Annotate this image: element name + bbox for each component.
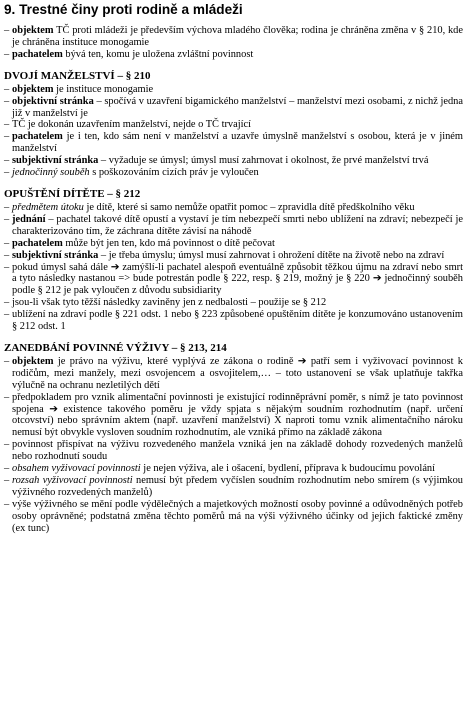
section-list [4,84,463,179]
term: pachatelem [12,237,63,249]
item-text: předpokladem pro vznik alimentační povinnosti je existující rodinněprávní poměr, s nímž je tato povinnost spojena ➔ existence takového poměru je vždy spjata s nějakým soudním rozhodnutím (např. určení otcovství) nebo správním aktem (např. uzavření manželství) X naproti tomu vznik alimentačního nároku nemusí být obvykle vysloven soudním rozhodnutím, ale vzniká přímo na základě zákona [12,391,463,439]
item-text: povinnost přispívat na výživu rozvedeného manžela vzniká jen na základě dohody rozvedených manželů nebo rozhodnutí soudu [12,439,463,463]
list-item [4,49,463,61]
item-text: výše výživného se mění podle výdělečných a majetkových možností osoby povinné a odůvodněných potřeb osoby oprávněné; podstatná změna těchto poměrů má na výši výživného účinky od jejich faktické změny (ex tunc) [12,498,463,534]
list-item [4,202,463,214]
term: objektem [12,83,54,95]
item-text: nemusí být předem vyčíslen soudním rozhodnutím nebo smírem (s výjimkou výživného rozvedených manželů) [12,475,463,498]
list-item [4,119,463,131]
list-item [4,309,463,333]
term: jednočinný souběh [12,167,90,179]
term: subjektivní stránka [12,155,99,167]
term: subjektivní stránka [12,249,99,261]
list-item [4,499,463,535]
item-text: je i ten, kdo sám není v manželství a uzavře úmyslně manželství s osobou, která je v jiném manželství [12,131,463,155]
term: objektem [12,355,54,367]
term: předmětem útoku [12,201,84,213]
term: pachatelem [12,131,63,143]
item-text: je instituce monogamie [53,83,154,95]
list-item [4,356,463,392]
item-text: TČ je dokonán uzavřením manželství, nejde o TČ trvající [12,119,252,131]
term: objektem [12,25,54,36]
list-item [4,238,463,250]
item-text: – pachatel takové dítě opustí a vystaví je tím nebezpečí smrti nebo ublížení na zdraví; nebezpečí je charakterizováno tím, že záchrana dítěte závisí na náhodě [12,213,463,237]
item-text: – je třeba úmyslu; úmysl musí zahrnovat i ohrožení dítěte na životě nebo na zdraví [98,249,445,261]
term: pachatelem [12,48,63,60]
section-heading: DVOJÍ MANŽELSTVÍ – § 210 [4,69,151,82]
list-item [4,297,463,309]
term: objektivní stránka [12,95,94,107]
section-list [4,356,463,535]
item-text: jsou-li však tyto těžší následky zaviněny jen z nedbalosti – použije se § 212 [12,297,327,309]
item-text: bývá ten, komu je uložena zvláštní povinnost [62,48,254,60]
list-item [4,439,463,463]
list-item [4,475,463,499]
item-text: s poškozováním cizích práv je vyloučen [89,167,259,179]
item-text: ublížení na zdraví podle § 221 odst. 1 nebo § 223 způsobené opuštěním dítěte je konzumováno ustanovením § 212 odst. 1 [12,309,463,333]
section-list [4,202,463,333]
item-text: je nejen výživa, ale i ošacení, bydlení, příprava k budoucímu povolání [140,463,436,475]
item-text: – vyžaduje se úmysl; úmysl musí zahrnovat i okolnost, že prvé manželství trvá [98,155,429,167]
term: obsahem vyživovací povinnosti [12,463,141,475]
page-title: 9. Trestné činy proti rodině a mládeži [4,2,243,17]
intro-list [4,25,463,61]
item-text: pokud úmysl sahá dále ➔ zamýšlí-li pachatel alespoň eventuálně způsobit těžkou újmu na zdraví nebo smrt a tyto následky nastanou => bude potrestán podle § 222, resp. § 219, možný je § 220 ➔ jednočinný souběh podle § 212 je pak vyloučen z důvodu subsidiarity [12,261,463,297]
list-item [4,25,463,49]
section-heading: ZANEDBÁNÍ POVINNÉ VÝŽIVY – § 213, 214 [4,341,227,354]
section-heading: OPUŠTĚNÍ DÍTĚTE – § 212 [4,187,141,200]
item-text: TČ proti mládeži je především výchova mladého člověka; rodina je chráněna změna v § 210, kde je chráněna instituce monogamie [12,25,463,48]
item-text: je dítě, které si samo nemůže opatřit pomoc – zpravidla dítě předškolního věku [83,201,415,213]
list-item [4,96,463,120]
list-item [4,262,463,298]
list-item [4,214,463,238]
list-item [4,167,463,179]
item-text: je právo na výživu, které vyplývá ze zákona o rodině ➔ patří sem i vyživovací povinnost k rodičům, mezi manžely, mezi osvojencem a osvojitelem,… – toto ustanovení se však uplatňuje takřka výlučně na ochranu nezletilých dětí [12,355,463,391]
list-item [4,250,463,262]
list-item [4,155,463,167]
item-text: může být jen ten, kdo má povinnost o dítě pečovat [62,237,275,249]
list-item [4,463,463,475]
term: rozsah vyživovací povinnosti [12,475,133,486]
list-item [4,392,463,440]
list-item [4,84,463,96]
term: jednání [12,213,46,225]
list-item [4,131,463,155]
item-text: – spočívá v uzavření bigamického manželství – manželství mezi osobami, z nichž jedna již v manželství je [12,95,463,119]
